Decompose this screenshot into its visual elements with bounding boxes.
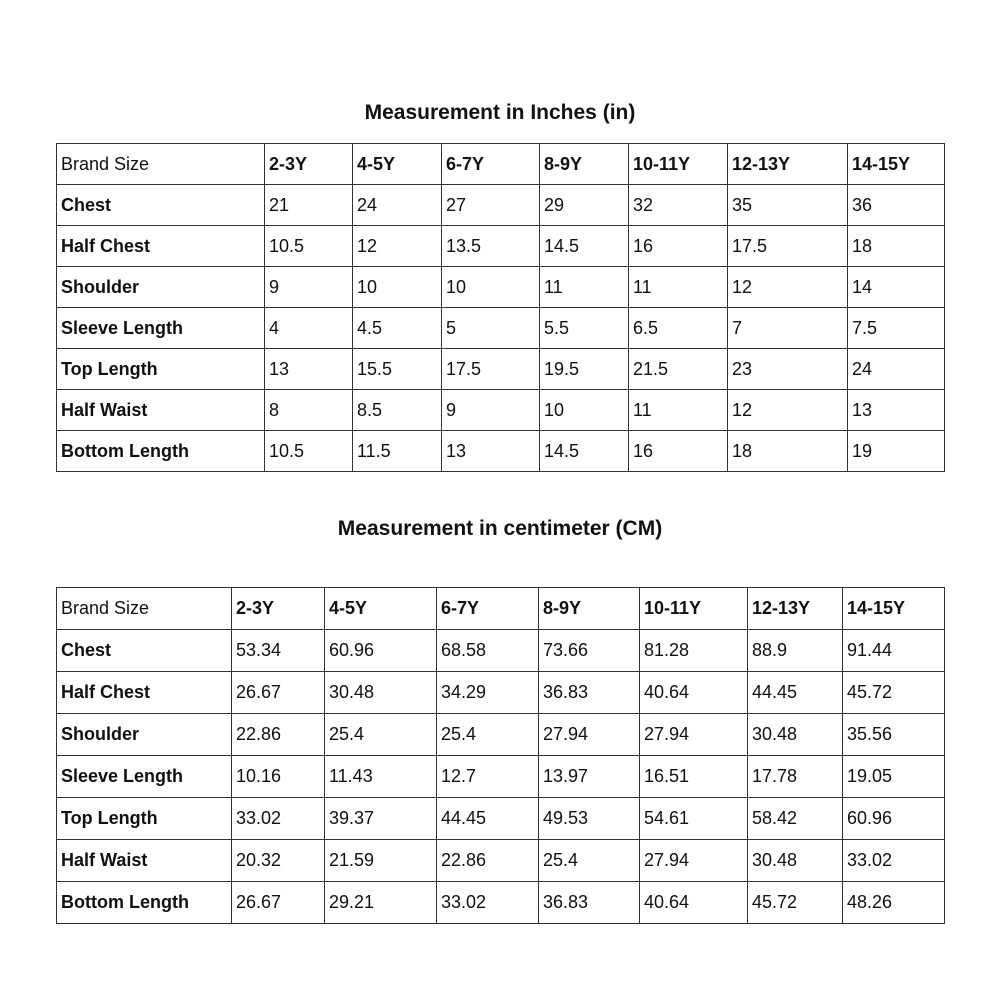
measurement-value: 26.67 xyxy=(232,882,325,924)
measurement-label: Chest xyxy=(57,630,232,672)
measurement-value: 32 xyxy=(629,185,728,226)
measurement-value: 73.66 xyxy=(539,630,640,672)
measurement-value: 48.26 xyxy=(843,882,945,924)
measurement-value: 58.42 xyxy=(748,798,843,840)
measurement-value: 27 xyxy=(442,185,540,226)
measurement-value: 11 xyxy=(540,267,629,308)
measurement-value: 7.5 xyxy=(848,308,945,349)
size-header: 10-11Y xyxy=(629,144,728,185)
measurement-value: 35 xyxy=(728,185,848,226)
measurement-label: Chest xyxy=(57,185,265,226)
measurement-value: 10.5 xyxy=(265,226,353,267)
table-row xyxy=(57,714,945,756)
measurement-value: 25.4 xyxy=(325,714,437,756)
measurement-value: 26.67 xyxy=(232,672,325,714)
measurement-value: 11.43 xyxy=(325,756,437,798)
measurement-value: 18 xyxy=(848,226,945,267)
measurement-label: Shoulder xyxy=(57,267,265,308)
measurement-value: 11.5 xyxy=(353,431,442,472)
measurement-value: 23 xyxy=(728,349,848,390)
measurement-value: 36.83 xyxy=(539,882,640,924)
size-header: 2-3Y xyxy=(232,588,325,630)
measurement-value: 27.94 xyxy=(539,714,640,756)
measurement-value: 16 xyxy=(629,226,728,267)
measurement-value: 10.16 xyxy=(232,756,325,798)
measurement-value: 4 xyxy=(265,308,353,349)
measurement-value: 14.5 xyxy=(540,226,629,267)
measurement-value: 10 xyxy=(442,267,540,308)
measurement-value: 13 xyxy=(265,349,353,390)
measurement-label: Top Length xyxy=(57,349,265,390)
size-header: 14-15Y xyxy=(843,588,945,630)
measurement-value: 25.4 xyxy=(437,714,539,756)
measurement-value: 40.64 xyxy=(640,882,748,924)
measurement-value: 29 xyxy=(540,185,629,226)
measurement-value: 29.21 xyxy=(325,882,437,924)
centimeters-table-title: Measurement in centimeter (CM) xyxy=(337,517,663,540)
measurement-value: 19.05 xyxy=(843,756,945,798)
measurement-value: 34.29 xyxy=(437,672,539,714)
table-row xyxy=(57,431,945,472)
measurement-value: 36.83 xyxy=(539,672,640,714)
measurement-value: 22.86 xyxy=(437,840,539,882)
measurement-label: Half Waist xyxy=(57,840,232,882)
header-row xyxy=(57,144,945,185)
measurement-value: 30.48 xyxy=(748,840,843,882)
measurement-value: 5.5 xyxy=(540,308,629,349)
measurement-value: 35.56 xyxy=(843,714,945,756)
brand-size-header: Brand Size xyxy=(57,588,232,630)
measurement-value: 9 xyxy=(265,267,353,308)
table-row xyxy=(57,226,945,267)
measurement-value: 54.61 xyxy=(640,798,748,840)
header-row xyxy=(57,588,945,630)
size-header: 10-11Y xyxy=(640,588,748,630)
measurement-value: 8.5 xyxy=(353,390,442,431)
measurement-value: 15.5 xyxy=(353,349,442,390)
measurement-value: 12 xyxy=(353,226,442,267)
table-row xyxy=(57,756,945,798)
measurement-value: 91.44 xyxy=(843,630,945,672)
table-row xyxy=(57,349,945,390)
table-row xyxy=(57,390,945,431)
measurement-value: 60.96 xyxy=(325,630,437,672)
measurement-label: Bottom Length xyxy=(57,431,265,472)
measurement-label: Shoulder xyxy=(57,714,232,756)
measurement-label: Bottom Length xyxy=(57,882,232,924)
measurement-value: 11 xyxy=(629,390,728,431)
measurement-value: 17.78 xyxy=(748,756,843,798)
measurement-value: 24 xyxy=(353,185,442,226)
measurement-value: 20.32 xyxy=(232,840,325,882)
size-header: 4-5Y xyxy=(325,588,437,630)
measurement-value: 12 xyxy=(728,390,848,431)
measurement-label: Half Waist xyxy=(57,390,265,431)
measurement-value: 60.96 xyxy=(843,798,945,840)
size-header: 8-9Y xyxy=(539,588,640,630)
measurement-value: 6.5 xyxy=(629,308,728,349)
table-row xyxy=(57,798,945,840)
measurement-value: 21.59 xyxy=(325,840,437,882)
measurement-value: 17.5 xyxy=(728,226,848,267)
size-header: 8-9Y xyxy=(540,144,629,185)
measurement-value: 44.45 xyxy=(437,798,539,840)
measurement-value: 10 xyxy=(540,390,629,431)
measurement-value: 12.7 xyxy=(437,756,539,798)
inches-size-chart xyxy=(56,143,945,472)
measurement-value: 19.5 xyxy=(540,349,629,390)
measurement-value: 13.97 xyxy=(539,756,640,798)
measurement-value: 17.5 xyxy=(442,349,540,390)
table-row xyxy=(57,672,945,714)
measurement-value: 24 xyxy=(848,349,945,390)
measurement-value: 7 xyxy=(728,308,848,349)
measurement-value: 13 xyxy=(848,390,945,431)
measurement-value: 9 xyxy=(442,390,540,431)
measurement-value: 45.72 xyxy=(748,882,843,924)
size-header: 6-7Y xyxy=(437,588,539,630)
measurement-value: 10.5 xyxy=(265,431,353,472)
measurement-value: 49.53 xyxy=(539,798,640,840)
table-row xyxy=(57,267,945,308)
measurement-value: 8 xyxy=(265,390,353,431)
size-header: 4-5Y xyxy=(353,144,442,185)
table-row xyxy=(57,840,945,882)
measurement-value: 19 xyxy=(848,431,945,472)
measurement-value: 18 xyxy=(728,431,848,472)
measurement-value: 16.51 xyxy=(640,756,748,798)
measurement-label: Half Chest xyxy=(57,672,232,714)
measurement-value: 16 xyxy=(629,431,728,472)
size-header: 2-3Y xyxy=(265,144,353,185)
measurement-value: 33.02 xyxy=(437,882,539,924)
measurement-value: 14 xyxy=(848,267,945,308)
measurement-value: 22.86 xyxy=(232,714,325,756)
measurement-value: 13 xyxy=(442,431,540,472)
size-header: 12-13Y xyxy=(728,144,848,185)
measurement-value: 5 xyxy=(442,308,540,349)
measurement-label: Sleeve Length xyxy=(57,756,232,798)
inches-table-title: Measurement in Inches (in) xyxy=(364,101,636,124)
measurement-value: 36 xyxy=(848,185,945,226)
measurement-value: 21.5 xyxy=(629,349,728,390)
measurement-value: 30.48 xyxy=(748,714,843,756)
size-header: 12-13Y xyxy=(748,588,843,630)
measurement-value: 12 xyxy=(728,267,848,308)
measurement-value: 33.02 xyxy=(843,840,945,882)
measurement-value: 10 xyxy=(353,267,442,308)
measurement-value: 88.9 xyxy=(748,630,843,672)
measurement-value: 81.28 xyxy=(640,630,748,672)
measurement-value: 30.48 xyxy=(325,672,437,714)
size-header: 14-15Y xyxy=(848,144,945,185)
measurement-value: 40.64 xyxy=(640,672,748,714)
measurement-value: 33.02 xyxy=(232,798,325,840)
measurement-value: 14.5 xyxy=(540,431,629,472)
measurement-value: 68.58 xyxy=(437,630,539,672)
measurement-value: 27.94 xyxy=(640,840,748,882)
measurement-value: 4.5 xyxy=(353,308,442,349)
table-row xyxy=(57,882,945,924)
measurement-value: 25.4 xyxy=(539,840,640,882)
measurement-value: 11 xyxy=(629,267,728,308)
measurement-label: Sleeve Length xyxy=(57,308,265,349)
measurement-label: Top Length xyxy=(57,798,232,840)
table-row xyxy=(57,308,945,349)
size-header: 6-7Y xyxy=(442,144,540,185)
centimeters-size-chart xyxy=(56,587,945,924)
table-row xyxy=(57,185,945,226)
measurement-value: 53.34 xyxy=(232,630,325,672)
measurement-value: 13.5 xyxy=(442,226,540,267)
measurement-value: 21 xyxy=(265,185,353,226)
brand-size-header: Brand Size xyxy=(57,144,265,185)
measurement-value: 45.72 xyxy=(843,672,945,714)
measurement-label: Half Chest xyxy=(57,226,265,267)
measurement-value: 39.37 xyxy=(325,798,437,840)
measurement-value: 27.94 xyxy=(640,714,748,756)
table-row xyxy=(57,630,945,672)
measurement-value: 44.45 xyxy=(748,672,843,714)
